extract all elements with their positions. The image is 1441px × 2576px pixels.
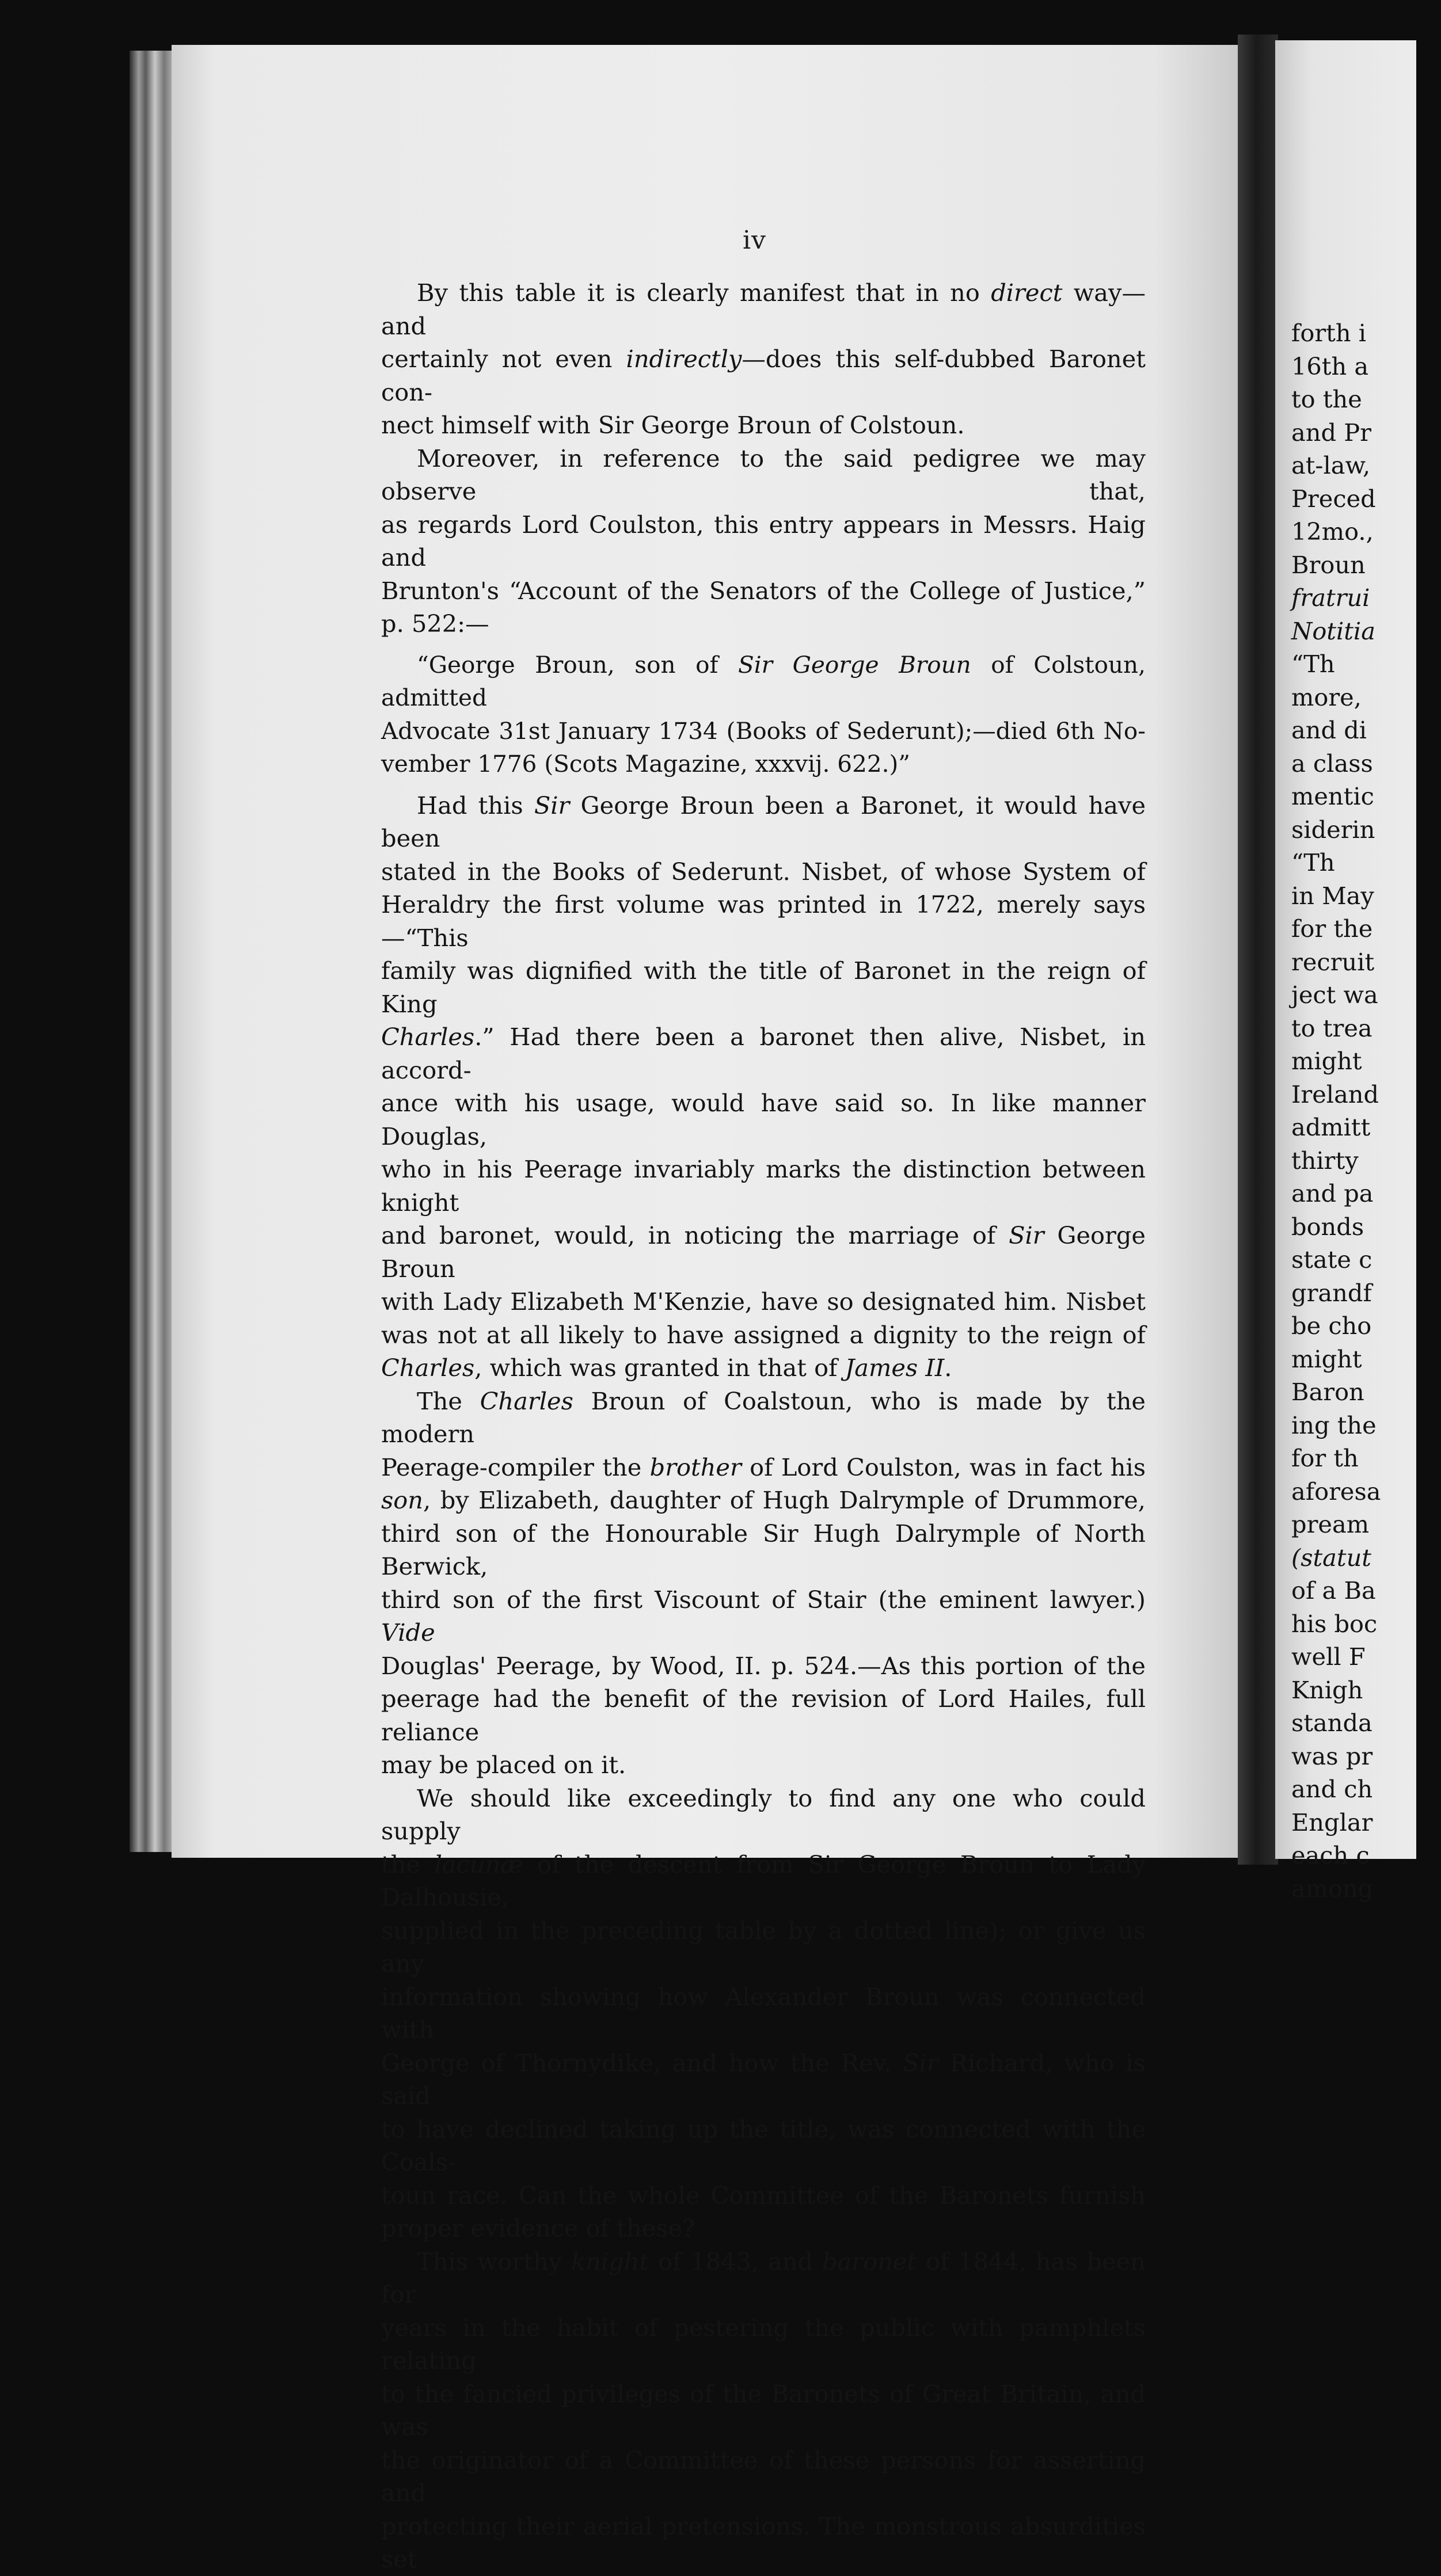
italic-run: Sir (903, 2048, 938, 2077)
italic-run: Sir (1009, 1221, 1044, 1249)
text-run: We should like exceedingly to find any one who could supply (381, 1784, 1146, 1845)
right-page-line: more, (1291, 683, 1362, 711)
text-line (381, 1583, 1146, 1649)
right-page-line: pream (1291, 1510, 1370, 1538)
text-run: third son of the first Viscount of Stair (the eminent lawyer.) (381, 1585, 1146, 1614)
text-run: Heraldry the first volume was printed in 1722, merely says—“This (381, 890, 1146, 952)
text-run: George of Thornydike, and how the Rev. (381, 2048, 903, 2077)
text-run: way—and (381, 279, 1146, 340)
text-run: ance with his usage, would have said so. In like manner Douglas, (381, 1089, 1146, 1150)
right-page-line: “Th (1291, 650, 1335, 678)
text-line (381, 1782, 1146, 1848)
right-page-line: Ireland (1291, 1080, 1379, 1108)
text-line (381, 276, 1146, 342)
right-page-line: Englar (1291, 1808, 1373, 1836)
body-text (381, 276, 1146, 2576)
text-run: third son of the Honourable Sir Hugh Dalrymple of North Berwick, (381, 1519, 1146, 1580)
right-page-line: each c (1291, 1841, 1370, 1869)
right-page-line: be cho (1291, 1312, 1372, 1340)
text-run: Moreover, in reference to the said pedigree we may observe that, (381, 444, 1146, 505)
right-page-line: his boc (1291, 1609, 1378, 1638)
text-run: years in the habit of pestering the public with pamphlets relating (381, 2313, 1146, 2375)
text-line (381, 1484, 1146, 1517)
text-line (381, 2212, 1146, 2245)
text-run: of 1844, has been for (381, 2247, 1146, 2308)
text-line (381, 1351, 1146, 1385)
text-line (381, 2444, 1146, 2510)
italic-run: brother (649, 1453, 742, 1481)
text-line (381, 954, 1146, 1020)
text-run: of 1843, and (649, 2247, 822, 2276)
page-number: iv (743, 226, 766, 255)
text-run: George Broun been a Baronet, it would have been (381, 791, 1146, 852)
right-page-line: a class (1291, 749, 1373, 778)
text-line (381, 888, 1146, 954)
right-page-line: (statut (1291, 1543, 1371, 1572)
text-run: Peerage-compiler the (381, 1453, 650, 1481)
right-page-line: and ch (1291, 1775, 1373, 1803)
italic-run: Sir (534, 791, 570, 820)
text-run: toun race. Can the whole Committee of the Baronets furnish (381, 2181, 1146, 2209)
text-line (381, 1319, 1146, 1352)
right-page-line: recruit (1291, 947, 1375, 976)
text-line (381, 715, 1146, 748)
right-page-line: thirty (1291, 1146, 1359, 1175)
page-gutter (1238, 35, 1278, 1865)
text-run: information showing how Alexander Broun was connected with (381, 1982, 1146, 2044)
right-page-line: to trea (1291, 1013, 1372, 1042)
italic-run: son (381, 1486, 424, 1514)
text-line (381, 409, 1146, 442)
right-page (1275, 40, 1416, 1903)
text-run: nect himself with Sir George Broun of Colstoun. (381, 411, 965, 439)
text-line (381, 342, 1146, 409)
text-run: Douglas' Peerage, by Wood, II. p. 524.—As this portion of the (381, 1651, 1146, 1680)
text-line (381, 649, 1146, 715)
right-page-line: and pa (1291, 1179, 1374, 1207)
text-line (381, 442, 1146, 508)
right-page-line: admitt (1291, 1113, 1371, 1141)
right-page-line: aforesa (1291, 1477, 1381, 1506)
text-run: the (381, 1850, 435, 1878)
text-line (381, 1087, 1146, 1153)
right-page-line: ing the (1291, 1411, 1377, 1439)
italic-run: Charles (480, 1386, 573, 1415)
text-line (381, 1914, 1146, 1980)
text-line (381, 789, 1146, 855)
right-page-line: well F (1291, 1643, 1366, 1671)
text-line (381, 1682, 1146, 1748)
right-page-line: and di (1291, 716, 1367, 744)
text-line (381, 855, 1146, 889)
right-page-line: Notitia (1291, 616, 1375, 645)
right-page-line: Broun (1291, 550, 1366, 579)
right-page-line: for th (1291, 1444, 1359, 1472)
text-run: “George Broun, son of (417, 650, 738, 679)
text-line (381, 508, 1146, 574)
right-page-line: at-law, (1291, 451, 1371, 479)
text-run: was not at all likely to have assigned a dignity to the reign of (381, 1320, 1146, 1349)
text-run: certainly not even (381, 345, 626, 373)
text-run: to the fancied privileges of the Baronets of Great Britain, and was (381, 2379, 1146, 2441)
text-line (381, 2311, 1146, 2377)
text-run: of Colstoun, admitted (381, 650, 1146, 711)
text-run: vember 1776 (Scots Magazine, xxxvij. 622.)” (381, 750, 910, 778)
text-run: peerage had the benefit of the revision of Lord Hailes, full reliance (381, 1685, 1146, 1746)
text-run: The (417, 1386, 480, 1415)
text-line (381, 2377, 1146, 2444)
text-line (381, 1153, 1146, 1219)
text-line (381, 1980, 1146, 2047)
text-run: Richard, who is said (381, 2048, 1146, 2110)
text-run: p. 522:— (381, 609, 489, 638)
right-page-line: among (1291, 1874, 1374, 1903)
text-line (381, 1451, 1146, 1484)
text-run: supplied in the preceding table by a dotted line); or give us any (381, 1916, 1146, 1977)
right-page-line: Preced (1291, 484, 1376, 513)
right-page-line: to the (1291, 385, 1362, 413)
right-page-line: might (1291, 1344, 1362, 1373)
text-line (381, 2245, 1146, 2311)
text-run: may be placed on it. (381, 1751, 626, 1779)
text-line (381, 574, 1146, 608)
text-run: Broun of Coalstoun, who is made by the modern (381, 1386, 1146, 1448)
italic-run: knight (571, 2247, 649, 2276)
right-page-line: in May (1291, 881, 1374, 910)
right-page-line: mentic (1291, 782, 1374, 810)
text-run: , by Elizabeth, daughter of Hugh Dalrymple of Drummore, (423, 1486, 1146, 1514)
right-page-line: 16th a (1291, 352, 1369, 380)
right-page-line: Baron (1291, 1378, 1364, 1406)
right-page-line: for the (1291, 914, 1373, 943)
text-run: family was dignified with the title of Baronet in the reign of King (381, 957, 1146, 1018)
text-run: By this table it is clearly manifest that in no (417, 279, 991, 307)
text-run: to have declined taking up the title, was connected with the Coals- (381, 2114, 1146, 2176)
book-spine-edge (130, 51, 176, 1852)
italic-run: Sir George Broun (737, 650, 971, 679)
text-line (381, 1517, 1146, 1583)
text-line (381, 1848, 1146, 1914)
right-page-line: was pr (1291, 1742, 1373, 1770)
italic-run: Vide (381, 1618, 435, 1647)
text-run: stated in the Books of Sederunt. Nisbet, of whose System of (381, 857, 1146, 886)
paragraph-gap (381, 781, 1146, 789)
right-page-line: grandf (1291, 1278, 1372, 1307)
right-page-line: “Th (1291, 848, 1335, 877)
text-run: the originator of a Committee of these persons for asserting and (381, 2445, 1146, 2507)
right-page-line: state c (1291, 1245, 1372, 1274)
text-run: of the descent from Sir George Broun to Lady Dalhousie, (381, 1850, 1146, 1911)
italic-run: lacunæ (434, 1850, 523, 1878)
paragraph-gap (381, 641, 1146, 649)
text-run: —does this self-dubbed Baronet con- (381, 345, 1146, 406)
text-run: of Lord Coulston, was in fact his (741, 1453, 1146, 1481)
text-line (381, 1649, 1146, 1683)
right-page-line: 12mo., (1291, 517, 1374, 546)
right-page-line: of a Ba (1291, 1576, 1376, 1605)
text-run: , which was granted in that of (474, 1354, 845, 1382)
text-run: as regards Lord Coulston, this entry appears in Messrs. Haig and (381, 510, 1146, 571)
right-page-line: might (1291, 1047, 1362, 1075)
right-page-text (1291, 317, 1441, 1905)
right-page-line: fratrui (1291, 584, 1370, 612)
text-line (381, 748, 1146, 781)
text-run: This worthy (417, 2247, 571, 2276)
text-run: proper evidence of these? (381, 2214, 695, 2242)
italic-run: indirectly (626, 345, 742, 373)
text-run: Advocate 31st January 1734 (Books of Sederunt);—died 6th No- (381, 717, 1146, 745)
text-line (381, 2179, 1146, 2212)
text-line (381, 607, 1146, 641)
italic-run: baronet (822, 2247, 917, 2276)
text-run: . (944, 1354, 952, 1382)
right-page-line: forth i (1291, 319, 1367, 347)
right-page-line: Knigh (1291, 1675, 1363, 1704)
text-line (381, 2047, 1146, 2113)
text-line (381, 1285, 1146, 1319)
italic-run: Charles (381, 1023, 475, 1051)
right-page-line: siderin (1291, 815, 1375, 844)
text-run: with Lady Elizabeth M'Kenzie, have so designated him. Nisbet (381, 1287, 1146, 1316)
text-run: Had this (417, 791, 534, 820)
right-page-line: ject wa (1291, 981, 1378, 1009)
italic-run: direct (991, 279, 1063, 307)
text-line (381, 2510, 1146, 2576)
text-run: and baronet, would, in noticing the marriage of (381, 1221, 1009, 1249)
text-run: who in his Peerage invariably marks the distinction between knight (381, 1155, 1146, 1217)
text-line (381, 1385, 1146, 1451)
text-run: .” Had there been a baronet then alive, Nisbet, in accord- (381, 1023, 1146, 1084)
text-run: George Broun (381, 1221, 1146, 1283)
text-line (381, 1020, 1146, 1087)
text-line (381, 1748, 1146, 1782)
right-page-line: and Pr (1291, 418, 1371, 447)
text-run: protecting their aerial pretensions. The monstrous absurdities set (381, 2512, 1146, 2573)
right-page-line: bonds (1291, 1212, 1364, 1241)
text-line (381, 2113, 1146, 2179)
text-run: Brunton's “Account of the Senators of the College of Justice,” (381, 576, 1146, 605)
italic-run: James II (845, 1354, 945, 1382)
italic-run: Charles (381, 1354, 475, 1382)
right-page-line: standa (1291, 1709, 1372, 1737)
text-line (381, 1219, 1146, 1285)
